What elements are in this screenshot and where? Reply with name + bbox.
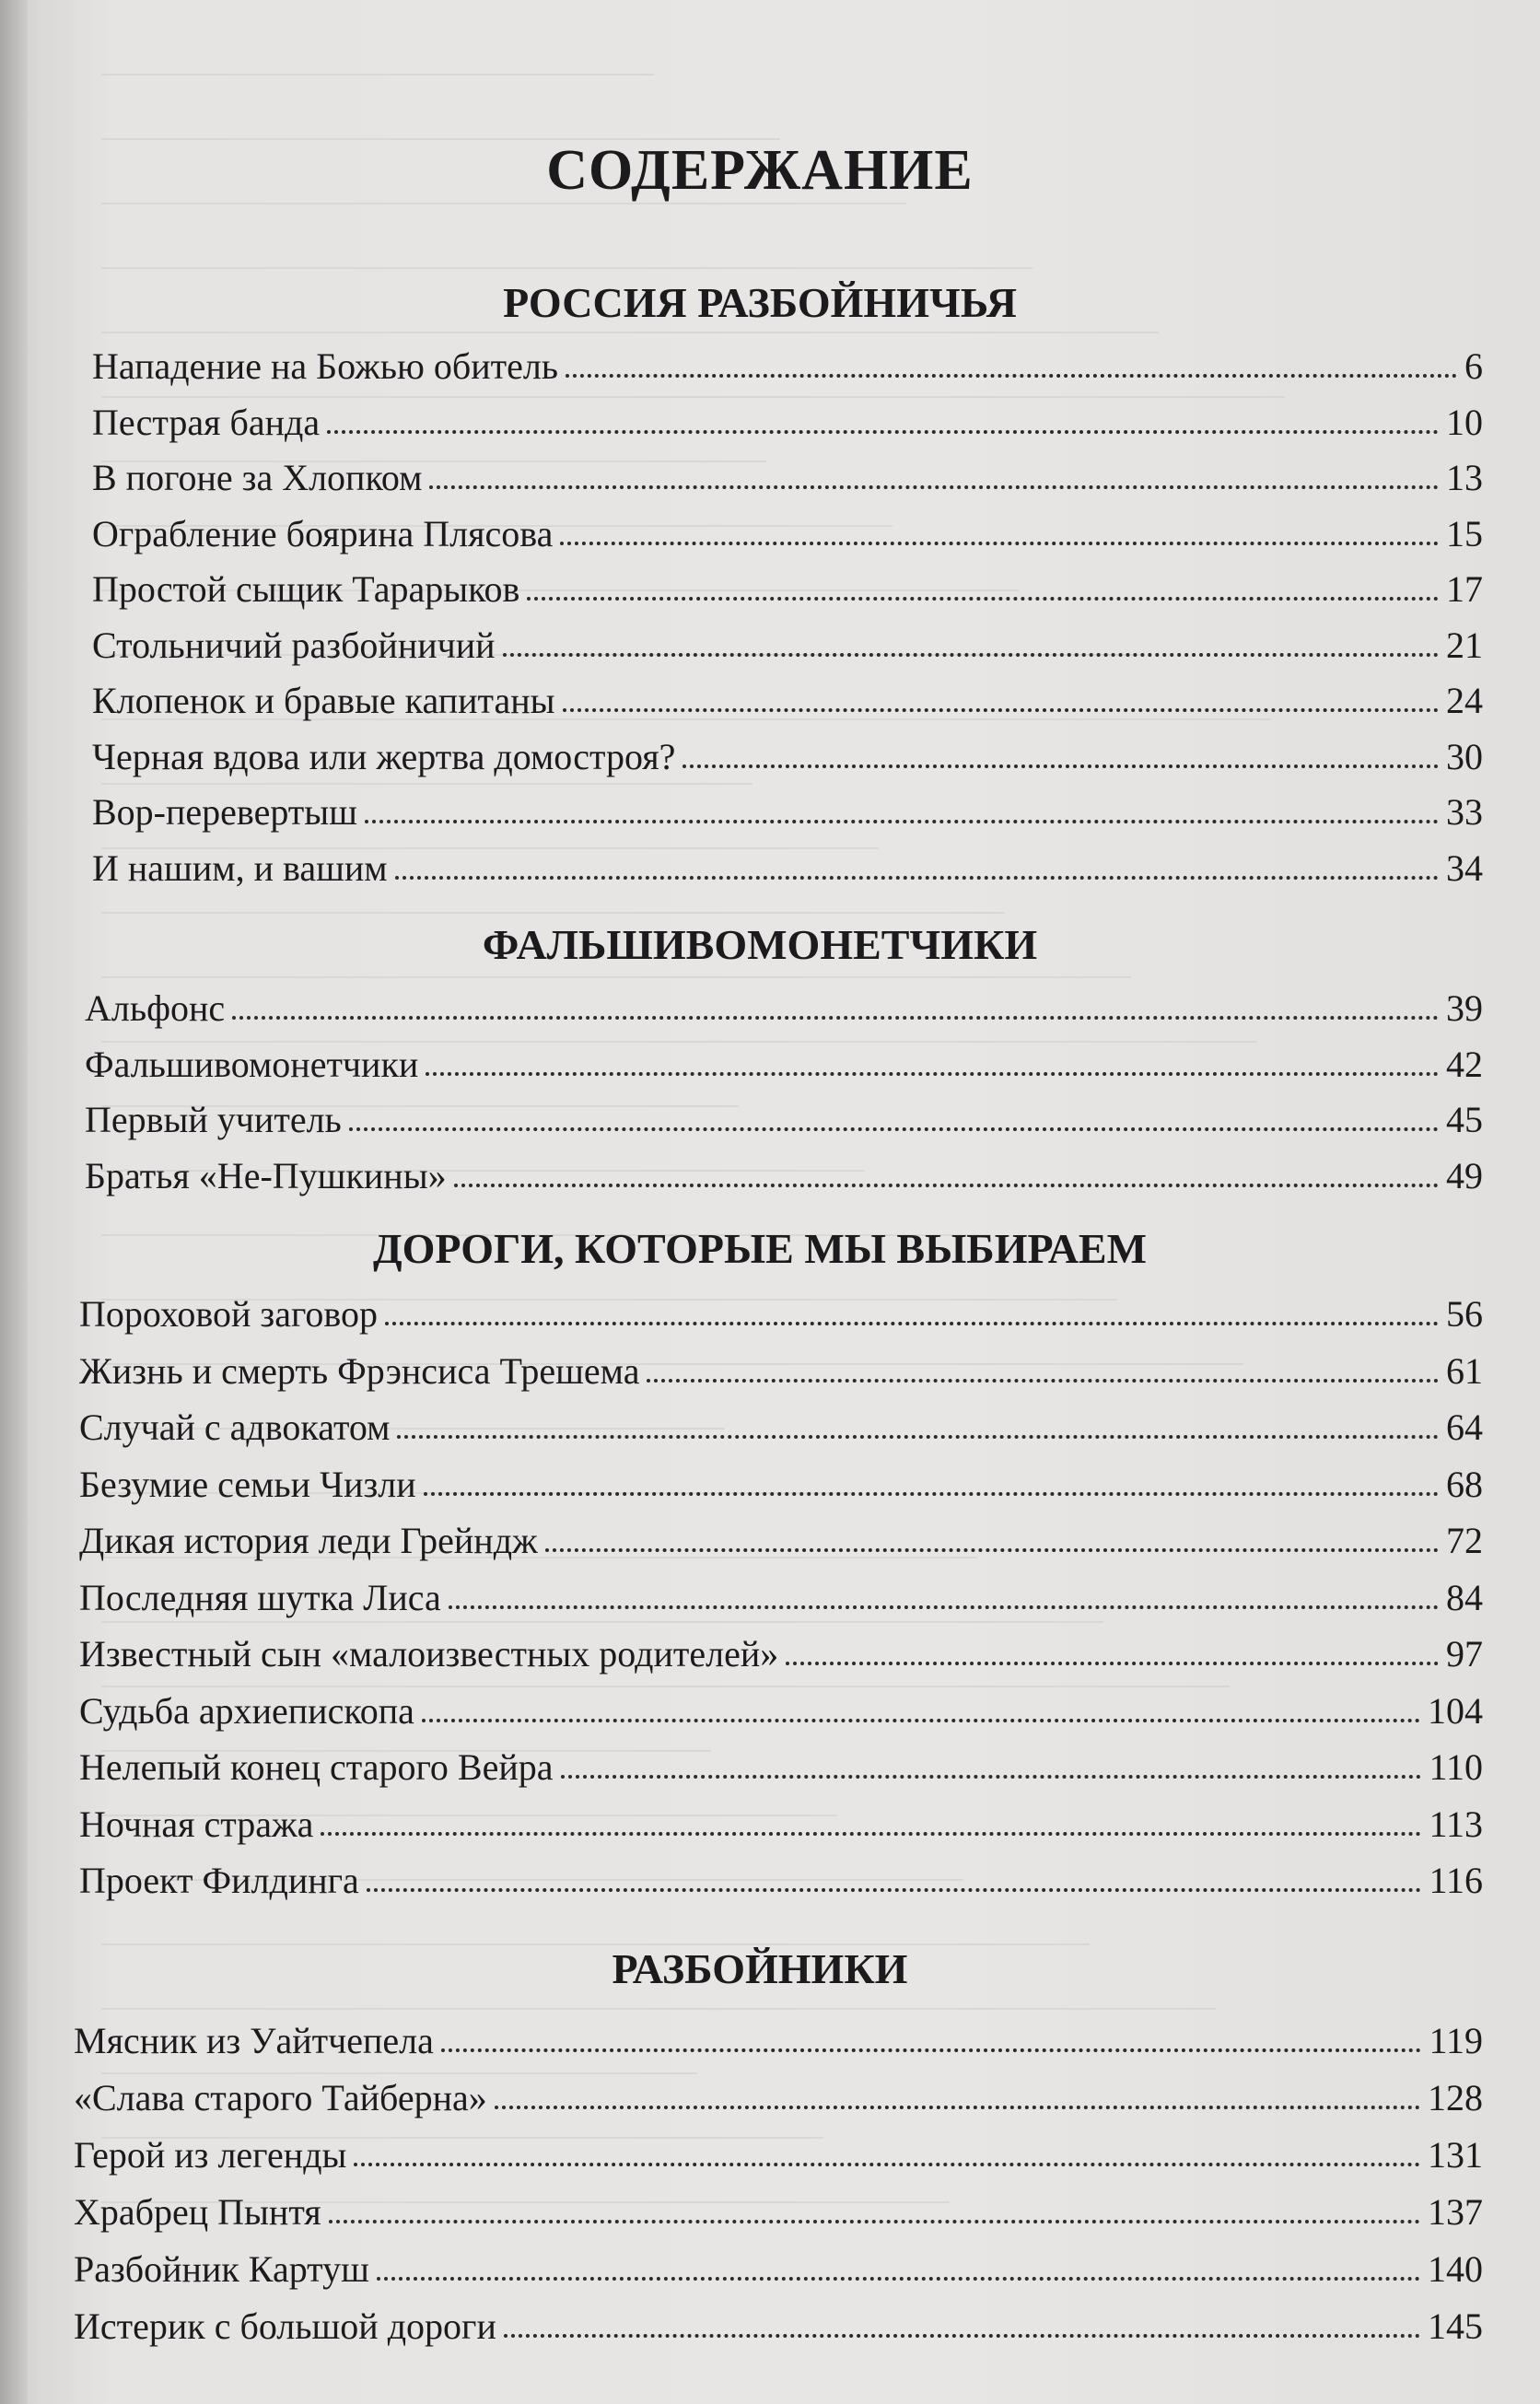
toc-entry bbox=[37, 507, 1483, 563]
toc-entry bbox=[37, 1149, 1483, 1205]
entry-title: Судьба архиепископа bbox=[79, 1689, 414, 1732]
dot-leader bbox=[495, 2106, 1420, 2109]
entry-page-number: 6 bbox=[1464, 345, 1483, 387]
dot-leader bbox=[422, 1719, 1420, 1722]
entry-title: Известный сын «малоизвестных родителей» bbox=[79, 1633, 779, 1675]
dot-leader bbox=[560, 542, 1439, 545]
entry-page-number: 21 bbox=[1446, 624, 1483, 666]
toc-entry bbox=[37, 450, 1483, 507]
entry-title: Альфонс bbox=[85, 987, 226, 1029]
toc-entry bbox=[37, 1513, 1483, 1570]
toc-section bbox=[37, 909, 1483, 1204]
entry-page-number: 15 bbox=[1446, 512, 1483, 554]
bleed-through-line bbox=[101, 74, 654, 76]
dot-leader bbox=[349, 1127, 1439, 1131]
dot-leader bbox=[503, 653, 1439, 657]
toc-section bbox=[37, 267, 1483, 896]
dot-leader bbox=[429, 485, 1439, 489]
toc-entry bbox=[37, 2128, 1483, 2185]
dot-leader bbox=[504, 2334, 1420, 2338]
entry-page-number: 116 bbox=[1429, 1860, 1483, 1901]
entry-title: Безумие семьи Чизли bbox=[79, 1463, 416, 1505]
toc-entry bbox=[37, 2013, 1483, 2071]
dot-leader bbox=[441, 2048, 1421, 2052]
toc-entry bbox=[37, 1287, 1483, 1344]
entry-title: Пороховой заговор bbox=[79, 1293, 378, 1335]
entry-title: Ночная стража bbox=[79, 1803, 314, 1845]
dot-leader bbox=[563, 708, 1439, 712]
entry-title: Жизнь и смерть Фрэнсиса Трешема bbox=[79, 1349, 640, 1392]
entry-title: Братья «Не-Пушкины» bbox=[85, 1154, 447, 1196]
entry-title: Ограбление боярина Плясова bbox=[92, 512, 554, 554]
entry-page-number: 72 bbox=[1446, 1520, 1483, 1561]
dot-leader bbox=[329, 2220, 1420, 2223]
toc-entry bbox=[37, 1740, 1483, 1797]
entry-page-number: 34 bbox=[1446, 846, 1483, 889]
entry-title: Разбойник Картуш bbox=[74, 2247, 369, 2290]
entry-title: Проект Филдинга bbox=[79, 1860, 359, 1901]
entry-title: Простой сыщик Тарарыков bbox=[92, 568, 520, 610]
entry-title: Черная вдова или жертва домостроя? bbox=[92, 735, 676, 777]
entry-title: Стольничий разбойничий bbox=[92, 624, 496, 666]
dot-leader bbox=[426, 1072, 1439, 1076]
toc-sections bbox=[37, 267, 1483, 2356]
entry-page-number: 113 bbox=[1429, 1803, 1483, 1845]
entry-page-number: 56 bbox=[1446, 1293, 1483, 1335]
section-heading: РАЗБОЙНИКИ bbox=[612, 1944, 908, 1992]
section-heading: ФАЛЬШИВОМОНЕТЧИКИ bbox=[482, 921, 1038, 968]
entry-page-number: 39 bbox=[1446, 987, 1483, 1029]
dot-leader bbox=[449, 1605, 1439, 1609]
entry-title: И нашим, и вашим bbox=[92, 846, 388, 889]
entry-title: Мясник из Уайтчепела bbox=[74, 2019, 434, 2061]
entry-page-number: 97 bbox=[1446, 1633, 1483, 1675]
page-title: СОДЕРЖАНИЕ bbox=[546, 139, 974, 202]
table-of-contents bbox=[37, 129, 1483, 2356]
dot-leader bbox=[527, 597, 1439, 601]
entry-title: Храбрец Пынтя bbox=[74, 2190, 321, 2233]
dot-leader bbox=[397, 1435, 1439, 1439]
entry-page-number: 68 bbox=[1446, 1463, 1483, 1505]
entry-page-number: 84 bbox=[1446, 1576, 1483, 1618]
toc-entry bbox=[37, 2242, 1483, 2299]
toc-entry bbox=[37, 981, 1483, 1037]
entry-page-number: 45 bbox=[1446, 1099, 1483, 1140]
toc-entry bbox=[37, 841, 1483, 897]
entry-page-number: 110 bbox=[1429, 1746, 1483, 1788]
entry-title: Случай с адвокатом bbox=[79, 1406, 391, 1448]
toc-entry bbox=[37, 2071, 1483, 2128]
dot-leader bbox=[682, 764, 1439, 768]
dot-leader bbox=[327, 430, 1439, 434]
toc-section bbox=[37, 1925, 1483, 2356]
entry-title: Истерик с большой дороги bbox=[74, 2305, 496, 2347]
toc-entry bbox=[37, 1853, 1483, 1910]
entry-page-number: 145 bbox=[1428, 2305, 1483, 2347]
toc-entry bbox=[37, 729, 1483, 786]
dot-leader bbox=[367, 1888, 1421, 1892]
entry-page-number: 64 bbox=[1446, 1406, 1483, 1448]
dot-leader bbox=[377, 2277, 1420, 2281]
entry-title: «Слава старого Тайберна» bbox=[74, 2076, 487, 2118]
dot-leader bbox=[385, 1322, 1439, 1325]
dot-leader bbox=[424, 1492, 1439, 1496]
toc-entry bbox=[37, 1037, 1483, 1093]
entry-title: Клопенок и бравые капитаны bbox=[92, 680, 555, 721]
dot-leader bbox=[786, 1662, 1439, 1665]
dot-leader bbox=[545, 1548, 1439, 1552]
dot-leader bbox=[321, 1832, 1421, 1836]
toc-entry bbox=[37, 395, 1483, 451]
section-heading: РОССИЯ РАЗБОЙНИЧЬЯ bbox=[503, 279, 1017, 326]
entry-title: В погоне за Хлопком bbox=[92, 457, 423, 498]
toc-entry bbox=[37, 785, 1483, 841]
entry-page-number: 137 bbox=[1428, 2190, 1483, 2233]
entry-page-number: 13 bbox=[1446, 457, 1483, 498]
toc-entry bbox=[37, 1400, 1483, 1457]
toc-entry bbox=[37, 618, 1483, 674]
entry-page-number: 33 bbox=[1446, 791, 1483, 833]
entry-title: Нелепый конец старого Вейра bbox=[79, 1746, 554, 1788]
dot-leader bbox=[561, 1775, 1421, 1779]
toc-entry bbox=[37, 2185, 1483, 2242]
toc-entry bbox=[37, 2299, 1483, 2356]
toc-entry bbox=[37, 1797, 1483, 1854]
entry-title: Дикая история леди Грейндж bbox=[79, 1520, 538, 1561]
dot-leader bbox=[647, 1379, 1439, 1383]
dot-leader bbox=[566, 374, 1457, 378]
toc-entry bbox=[37, 1457, 1483, 1514]
entry-page-number: 30 bbox=[1446, 735, 1483, 777]
entry-title: Вор-перевертыш bbox=[92, 791, 357, 833]
toc-entry bbox=[37, 1627, 1483, 1684]
toc-section bbox=[37, 1211, 1483, 1910]
dot-leader bbox=[365, 820, 1439, 823]
toc-entry bbox=[37, 1570, 1483, 1628]
entry-title: Герой из легенды bbox=[74, 2133, 347, 2176]
dot-leader bbox=[232, 1016, 1439, 1020]
toc-entry bbox=[37, 1344, 1483, 1401]
entry-page-number: 119 bbox=[1429, 2019, 1483, 2061]
dot-leader bbox=[454, 1184, 1439, 1187]
entry-page-number: 10 bbox=[1446, 401, 1483, 443]
entry-page-number: 17 bbox=[1446, 568, 1483, 610]
dot-leader bbox=[354, 2163, 1420, 2166]
entry-page-number: 61 bbox=[1446, 1349, 1483, 1392]
entry-page-number: 24 bbox=[1446, 680, 1483, 721]
entry-title: Первый учитель bbox=[85, 1099, 342, 1140]
entry-title: Нападение на Божью обитель bbox=[92, 345, 559, 387]
dot-leader bbox=[395, 876, 1439, 880]
book-spine-shadow bbox=[0, 0, 28, 2404]
entry-page-number: 49 bbox=[1446, 1154, 1483, 1196]
entry-page-number: 128 bbox=[1428, 2076, 1483, 2118]
toc-entry bbox=[37, 339, 1483, 395]
toc-entry bbox=[37, 1092, 1483, 1149]
entry-title: Фальшивомонетчики bbox=[85, 1043, 419, 1085]
entry-page-number: 140 bbox=[1428, 2247, 1483, 2290]
entry-title: Последняя шутка Лиса bbox=[79, 1576, 441, 1618]
entry-title: Пестрая банда bbox=[92, 401, 321, 443]
toc-entry bbox=[37, 1684, 1483, 1741]
entry-page-number: 104 bbox=[1428, 1689, 1483, 1732]
toc-entry bbox=[37, 562, 1483, 618]
section-heading: ДОРОГИ, КОТОРЫЕ МЫ ВЫБИРАЕМ bbox=[372, 1225, 1148, 1272]
toc-entry bbox=[37, 673, 1483, 729]
entry-page-number: 131 bbox=[1428, 2133, 1483, 2176]
entry-page-number: 42 bbox=[1446, 1043, 1483, 1085]
